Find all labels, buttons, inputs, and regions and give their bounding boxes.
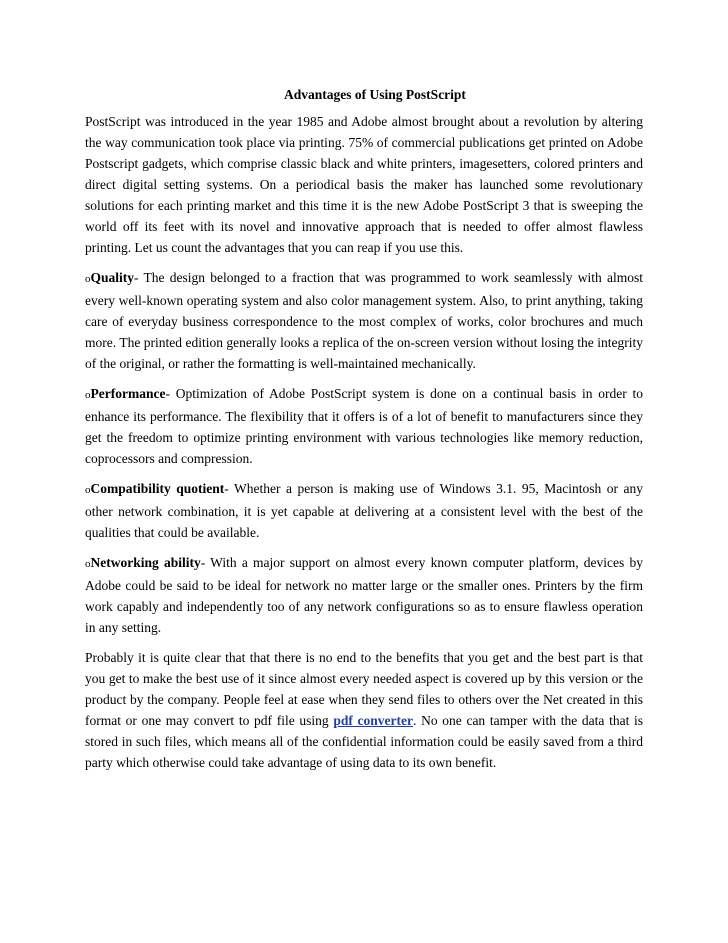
conclusion-paragraph (85, 647, 643, 773)
advantage-compatibility (85, 478, 643, 543)
bullet-icon: o (85, 484, 91, 496)
advantage-term: Performance (90, 386, 166, 401)
conclusion-text-start: Probably it is quite clear that that there is no end to the benefits that you get and the best part is that you get to make the best use of it since almost every needed aspect is covered up by this version or the product by the company. People feel at ease when they send files to others over the Net created in this format or one may convert to pdf file using (85, 650, 643, 728)
advantage-performance (85, 383, 643, 469)
intro-paragraph: PostScript was introduced in the year 1985 and Adobe almost brought about a revolution by altering the way communication took place via printing. 75% of commercial publications get printed on Adobe Postscript gadgets, which comprise classic black and white printers, imagesetters, colored printers and direct digital setting systems. On a periodical basis the maker has launched some revolutionary solutions for each printing market and this time it is the new Adobe PostScript 3 that is sweeping the world off its feet with its novel and innovative approach that is needed to offer almost flawless printing. Let us count the advantages that you can reap if you use this. (85, 114, 643, 255)
advantage-quality (85, 267, 643, 374)
advantage-text: - Optimization of Adobe PostScript system is done on a continual basis in order to enhance its performance. The flexibility that it offers is of a lot of benefit to manufacturers since they get the freedom to optimize printing environment with various technologies like memory reduction, coprocessors and compression. (85, 386, 643, 466)
bullet-icon: o (85, 273, 91, 285)
document-body (85, 84, 643, 782)
advantage-term: Compatibility quotient (90, 481, 225, 496)
advantage-text: - Whether a person is making use of Windows 3.1. 95, Macintosh or any other network combination, it is yet capable at delivering at a consistent level with the best of the qualities that could be available. (85, 481, 643, 540)
page-title: Advantages of Using PostScript (284, 87, 466, 102)
advantage-term: Networking ability (90, 555, 201, 570)
pdf-converter-link[interactable]: pdf converter (333, 713, 414, 728)
advantage-text: - The design belonged to a fraction that was programmed to work seamlessly with almost every well-known operating system and also color management system. Also, to print anything, taking care of everyday business correspondence to the most complex of works, color brochures and much more. The printed edition generally looks a replica of the on-screen version without losing the integrity of the original, or rather the formatting is well-maintained mechanically. (85, 270, 643, 371)
advantage-networking (85, 552, 643, 638)
bullet-icon: o (85, 558, 91, 570)
advantage-text: - With a major support on almost every known computer platform, devices by Adobe could be said to be ideal for network no matter large or the smaller ones. Printers by the firm work capably and independently too of any network configurations so as to ensure flawless operation in any setting. (85, 555, 643, 635)
advantage-term: Quality (90, 270, 135, 285)
bullet-icon: o (85, 389, 91, 401)
conclusion-text-end: . No one can tamper with the data that is stored in such files, which means all of the confidential information could be easily saved from a third party which otherwise could take advantage of using data to its own benefit. (85, 713, 644, 770)
